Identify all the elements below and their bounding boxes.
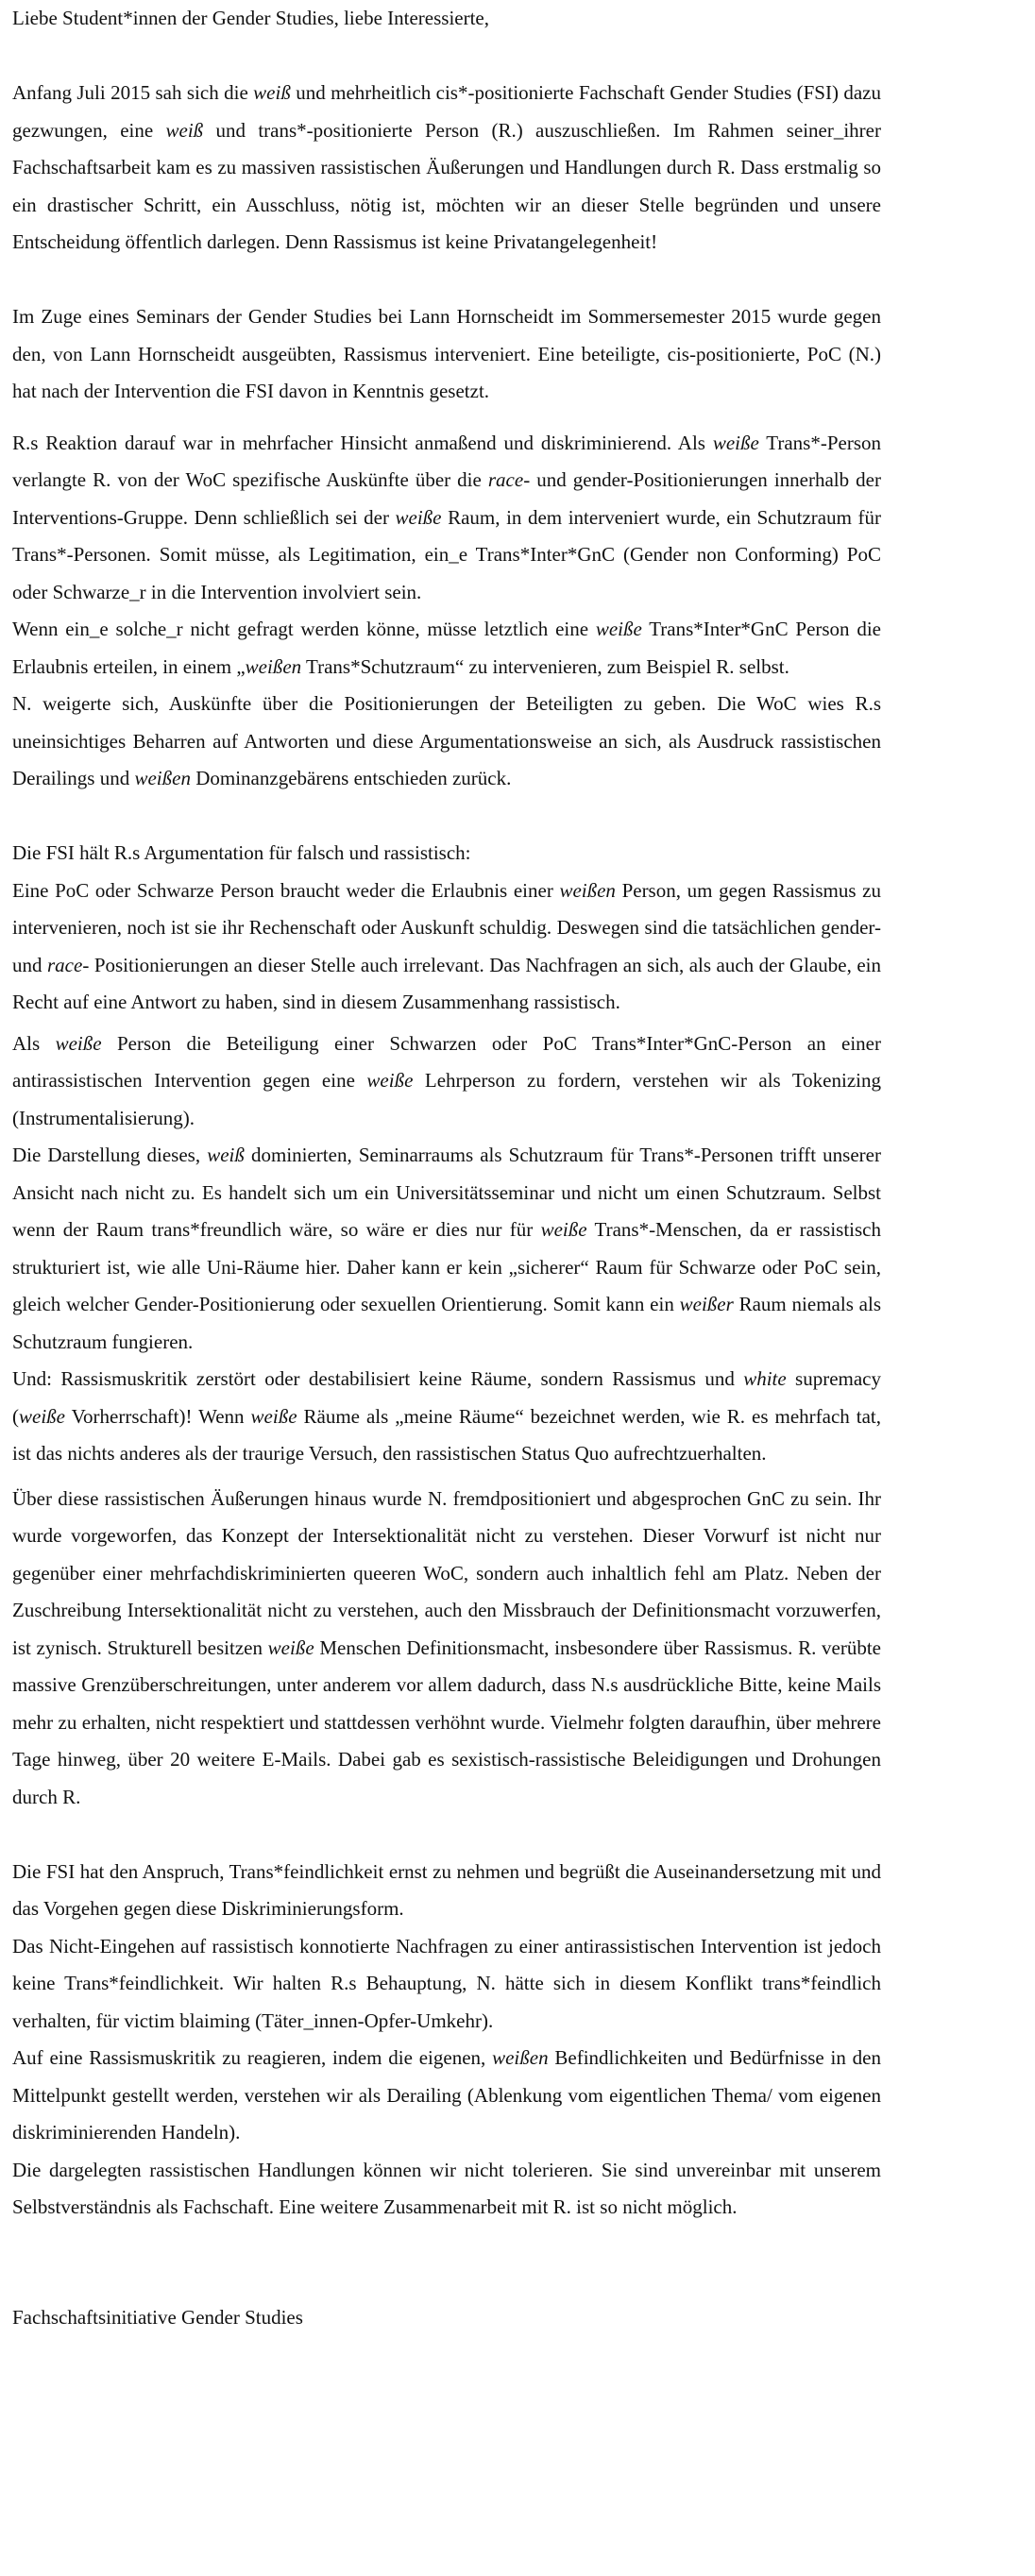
emphasis-text: weiße <box>712 431 759 454</box>
blank-line <box>12 1816 881 1854</box>
body-text: Person, um gegen Rassismus zu intervenieren, noch ist sie ihr Rechenschaft oder Auskunft schuldig. Deswegen sind die tatsächlichen gender- und <box>12 878 881 976</box>
emphasis-text: weißen <box>559 878 616 902</box>
body-text: Trans*-Menschen, da er rassistisch strukturiert ist, wie alle Uni-Räume hier. Daher kann er kein „sicherer“ Raum für Schwarze oder PoC sein, gleich welcher Gender-Positionierung oder sexuellen Orientierung. Somit kann ein <box>12 1218 881 1315</box>
paragraph-intro <box>12 75 881 262</box>
paragraph-schutzraum <box>12 1137 881 1361</box>
body-text: Und: Rassismuskritik zerstört oder destabilisiert keine Räume, sondern Rassismus und <box>12 1367 744 1390</box>
emphasis-text: weiß <box>165 118 204 142</box>
body-text: Die dargelegten rassistischen Handlungen können wir nicht tolerieren. Sie sind unvereinbar mit unserem Selbstverständnis als Fachschaft. Eine weitere Zusammenarbeit mit R. ist so nicht möglich. <box>12 2158 881 2218</box>
blank-line <box>12 262 881 299</box>
paragraph-intersectionality <box>12 1481 881 1817</box>
emphasis-text: weiße <box>55 1031 102 1055</box>
paragraph-permission <box>12 611 881 686</box>
paragraph-no-permission <box>12 873 881 1022</box>
salutation: Liebe Student*innen der Gender Studies, liebe Interessierte, <box>12 7 490 29</box>
body-text: Raum, in dem interveniert wurde, ein Schutzraum für Trans*-Personen. Somit müsse, als Legitimation, ein_e Trans*Inter*GnC (Gender non Conforming) PoC oder Schwarze_r in die Intervention involviert sein. <box>12 505 881 603</box>
body-text: Wenn ein_e solche_r nicht gefragt werden könne, müsse letztlich eine <box>12 618 596 640</box>
body-text: Das Nicht-Eingehen auf rassistisch konnotierte Nachfragen zu einer antirassistischen Intervention ist jedoch keine Trans*feindlichkeit. Wir halten R.s Behauptung, N. hätte sich in diesem Konflikt trans*feindlich verhalten, für victim blaiming (Täter_innen-Opfer-Umkehr). <box>12 1934 881 2032</box>
emphasis-text: race <box>47 953 83 976</box>
blank-line <box>12 38 881 76</box>
body-text: Die Darstellung dieses, <box>12 1144 208 1166</box>
body-text: Räume als „meine Räume“ bezeichnet werden, wie R. es mehrfach tat, ist das nichts anderes als der traurige Versuch, den rassistischen Status Quo aufrechtzuerhalten. <box>12 1404 881 1465</box>
body-text: Befindlichkeiten und Bedürfnisse in den Mittelpunkt gestellt werden, verstehen wir als Derailing (Ablenkung vom eigentlichen Thema/ vom eigenen diskriminierenden Handeln). <box>12 2046 881 2144</box>
body-text: N. weigerte sich, Auskünfte über die Positionierungen der Beteiligten zu geben. Die WoC wies R.s uneinsichtiges Beharren auf Antworten und diese Argumentationsweise an sich, als Ausdruck rassistischen Derailings und <box>12 692 881 789</box>
emphasis-text: weiße <box>366 1069 414 1092</box>
emphasis-text: weißen <box>134 767 191 789</box>
emphasis-text: weiß <box>207 1144 245 1166</box>
body-text: Trans*Schutzraum“ zu intervenieren, zum Beispiel R. selbst. <box>301 654 789 678</box>
paragraph-gap <box>12 411 881 425</box>
body-text: Raum niemals als Schutzraum fungieren. <box>12 1293 881 1353</box>
emphasis-text: weißen <box>492 2046 549 2069</box>
emphasis-text: weißen <box>245 654 302 678</box>
paragraph-refusal <box>12 686 881 798</box>
emphasis-text: weiße <box>595 618 642 640</box>
body-text: - und gender-Positionierungen innerhalb der Interventions-Gruppe. Denn schließlich sei der <box>12 468 881 529</box>
emphasis-text: weißer <box>679 1293 734 1315</box>
emphasis-text: weiße <box>267 1635 314 1659</box>
blank-line <box>12 2227 881 2299</box>
body-text: und trans*-positionierte Person (R.) auszuschließen. Im Rahmen seiner_ihrer Fachschaftsarbeit kam es zu massiven rassistischen Äußerungen und Handlungen durch R. Dass erstmalig so ein drastischer Schritt, ein Ausschluss, nötig ist, möchten wir an dieser Stelle begründen und unsere Entscheidung öffentlich darlegen. Denn Rassismus ist keine Privatangelegenheit! <box>12 118 881 253</box>
body-text: Trans*Inter*GnC Person die Erlaubnis erteilen, in einem „ <box>12 618 881 678</box>
body-text: Dominanzgebärens entschieden zurück. <box>190 767 512 789</box>
emphasis-text: weiße <box>250 1404 297 1428</box>
paragraph-gap <box>12 1473 881 1481</box>
body-text: und mehrheitlich cis*-positionierte Fachschaft Gender Studies (FSI) dazu gezwungen, eine <box>12 81 882 142</box>
emphasis-text: white <box>743 1367 787 1390</box>
body-text: Eine PoC oder Schwarze Person braucht weder die Erlaubnis einer <box>12 878 560 902</box>
emphasis-text: race <box>487 468 524 491</box>
body-text: Im Zuge eines Seminars der Gender Studies bei Lann Hornscheidt im Sommersemester 2015 wurde gegen den, von Lann Hornscheidt ausgeübten, Rassismus interveniert. Eine beteiligte, cis-positionierte, PoC (N.) hat nach der Intervention die FSI davon in Kenntnis gesetzt. <box>12 305 881 402</box>
body-text: supremacy ( <box>12 1367 882 1428</box>
paragraph-reaction <box>12 425 881 612</box>
blank-line <box>12 798 881 836</box>
emphasis-text: weiße <box>395 505 442 529</box>
emphasis-text: weiße <box>19 1404 65 1428</box>
paragraph-critique <box>12 1361 881 1473</box>
emphasis-text: weiße <box>540 1218 587 1241</box>
emphasis-text: weiß <box>253 81 291 104</box>
body-text: Lehrperson zu fordern, verstehen wir als Tokenizing (Instrumentalisierung). <box>12 1069 881 1129</box>
body-text: Person die Beteiligung einer Schwarzen oder PoC Trans*Inter*GnC-Person an einer antirassistischen Intervention gegen eine <box>12 1031 881 1092</box>
signature: Fachschaftsinitiative Gender Studies <box>12 2305 303 2329</box>
body-text: Auf eine Rassismuskritik zu reagieren, indem die eigenen, <box>12 2046 493 2069</box>
body-text: - Positionierungen an dieser Stelle auch irrelevant. Das Nachfragen an sich, als auch der Glaube, ein Recht auf eine Antwort zu haben, sind in diesem Zusammenhang rassistisch. <box>12 953 881 1013</box>
body-text: R.s Reaktion darauf war in mehrfacher Hinsicht anmaßend und diskriminierend. Als <box>12 431 713 454</box>
paragraph-seminar <box>12 298 881 411</box>
paragraph-derailing <box>12 2040 881 2152</box>
body-text: Die FSI hat den Anspruch, Trans*feindlichkeit ernst zu nehmen und begrüßt die Auseinandersetzung mit und das Vorgehen gegen diese Diskriminierungsform. <box>12 1859 881 1920</box>
paragraph-tokenizing <box>12 1025 881 1138</box>
body-text: Vorherrschaft)! Wenn <box>64 1404 251 1428</box>
paragraph-victim-blaming <box>12 1928 881 2041</box>
document-body <box>12 0 881 2336</box>
body-text: Menschen Definitionsmacht, insbesondere über Rassismus. R. verübte massive Grenzüberschreitungen, unter anderem vor allem dadurch, dass N.s ausdrückliche Bitte, keine Mails mehr zu erhalten, nicht respektiert und stattdessen verhöhnt wurde. Vielmehr folgten daraufhin, über mehrere Tage hinweg, über 20 weitere E-Mails. Dabei gab es sexistisch-rassistische Beleidigungen und Drohungen durch R. <box>12 1635 882 1808</box>
body-text: Als <box>12 1031 56 1055</box>
body-text: dominierten, Seminarraums als Schutzraum für Trans*-Personen trifft unserer Ansicht nach nicht zu. Es handelt sich um ein Universitätsseminar und nicht um einen Schutzraum. Selbst wenn der Raum trans*freundlich wäre, so wäre er dies nur für <box>12 1144 881 1241</box>
body-text: Die FSI hält R.s Argumentation für falsch und rassistisch: <box>12 841 471 864</box>
paragraph-transfeindlichkeit <box>12 1854 881 1928</box>
paragraph-conclusion <box>12 2152 881 2227</box>
body-text: Über diese rassistischen Äußerungen hinaus wurde N. fremdpositioniert und abgesprochen GnC zu sein. Ihr wurde vorgeworfen, das Konzept der Intersektionalität nicht zu verstehen. Dieser Vorwurf ist nicht nur gegenüber einer mehrfachdiskriminierten queeren WoC, sondern auch inhaltlich fehl am Platz. Neben der Zuschreibung Intersektionalität nicht zu verstehen, auch den Missbrauch der Definitionsmacht vorzuwerfen, ist zynisch. Strukturell besitzen <box>12 1486 881 1659</box>
body-text: Anfang Juli 2015 sah sich die <box>12 81 254 104</box>
body-text: Trans*-Person verlangte R. von der WoC spezifische Auskünfte über die <box>12 431 881 491</box>
paragraph-fsi-view <box>12 835 881 873</box>
